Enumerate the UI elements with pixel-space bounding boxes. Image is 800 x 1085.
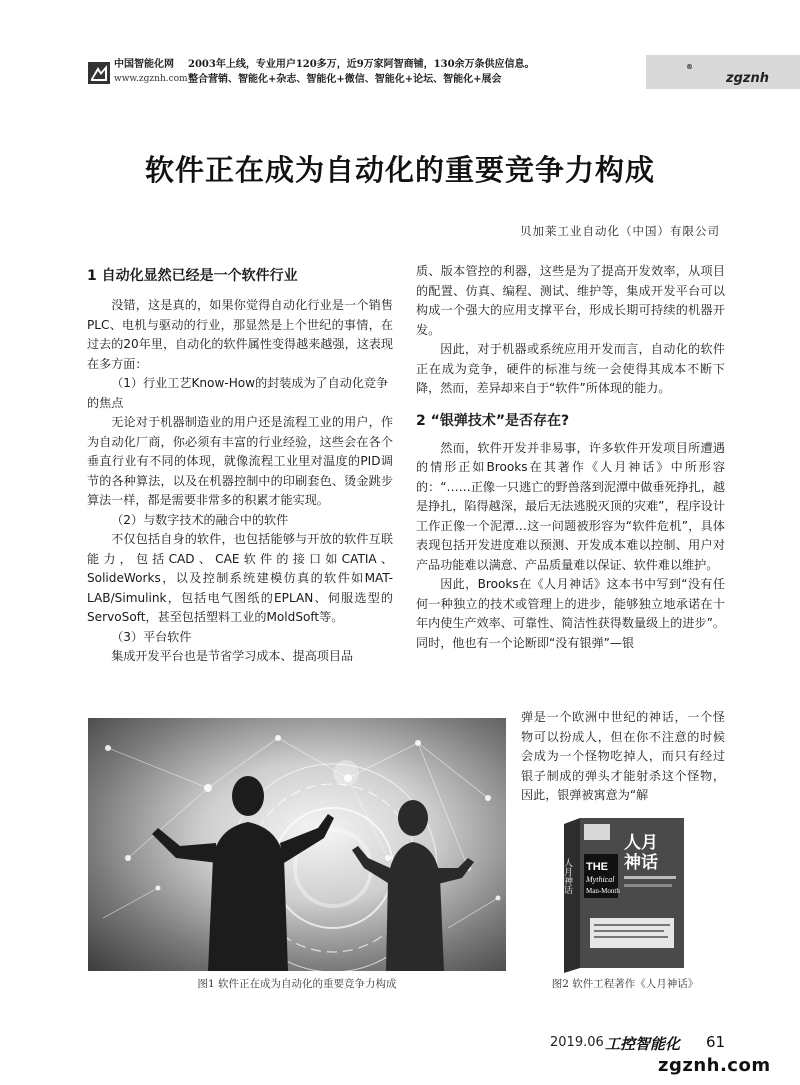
section-heading-1: 1 自动化显然已经是一个软件行业 <box>87 268 298 284</box>
page-header <box>0 0 800 112</box>
paragraph: 然而，软件开发并非易事，许多软件开发项目所遭遇的情形正如Brooks在其著作《人月神话》中所形容的：“……正像一只逃亡的野兽落到泥潭中做垂死挣扎，越是挣扎，陷得越深，最后无法逃脱灭顶的灾难”，程序设计工作正像一个泥潭…这一问题被形容为“软件危机”，具体表现包括开发进度难以预测、开发成本难以控制、用户对产品功能难以满意、产品质量难以保证、软件难以维护。 <box>416 440 725 572</box>
paragraph: 质、版本管控的利器，这些是为了提高开发效率，从项目的配置、仿真、编程、测试、维护等，集成开发平台可以构成一个强大的应用支撑平台，形成长期可持续的机器开发。 <box>416 264 725 337</box>
network-illustration <box>88 718 506 971</box>
paragraph: 无论对于机器制造业的用户还是流程工业的用户，作为自动化厂商，你必须有丰富的行业经验，这些会在各个垂直行业有不同的体现，就像流程工业里对温度的PID调节的各种算法，以及在机器控制中的印刷套色、烫金跳步算法一样，都是需要非常多的积累才能实现。 <box>87 415 393 507</box>
header-services: 整合营销、智能化+杂志、智能化+微信、智能化+论坛、智能化+展会 <box>188 74 502 85</box>
book-spine: 人月神话 <box>562 858 572 894</box>
paragraph: 不仅包括自身的软件，也包括能够与开放的软件互联能力，包括CAD、CAE软件的接口如CATIA、SolideWorks，以及控制系统建模仿真的软件如MAT-LAB/Simulink，包括电气图纸的EPLAN、伺服选型的ServoSoft，甚至包括塑料工业的MoldSoft等。 <box>87 532 393 624</box>
page-number: 61 <box>706 1033 726 1051</box>
figure-1-image <box>88 718 506 971</box>
article-title: 软件正在成为自动化的重要竞争力构成 <box>144 153 655 187</box>
book-title-en2: Mythical <box>586 875 615 884</box>
book-title: 人月 <box>624 833 658 853</box>
book-title-en1: THE <box>586 861 608 873</box>
list-item: （3）平台软件 <box>111 629 192 644</box>
header-tab-label: zgznh <box>726 71 769 86</box>
zgznh-logo-icon <box>88 62 110 84</box>
article-author: 贝加莱工业自动化（中国）有限公司 <box>520 224 720 238</box>
paragraph: 因此，对于机器或系统应用开发而言，自动化的软件正在成为竞争，硬件的标准与统一会使得其成本不断下降，然而，差异却来自于“软件”所体现的能力。 <box>416 342 725 395</box>
svg-text:神话: 神话 <box>624 853 658 873</box>
book-cover-illustration <box>558 818 688 973</box>
registered-mark: ® <box>686 63 693 71</box>
footer-site[interactable]: zgznh.com <box>658 1055 771 1076</box>
header-brand: 中国智能化网 <box>114 59 174 70</box>
figure-1-caption: 图1 软件正在成为自动化的重要竞争力构成 <box>197 978 397 990</box>
paragraph: 没错，这是真的，如果你觉得自动化行业是一个销售PLC、电机与驱动的行业，那显然是上个世纪的事情，在过去的20年里，自动化的软件属性变得越来越强，这表现在多方面： <box>87 298 393 371</box>
issue-date: 2019.06 <box>550 1035 604 1050</box>
header-intro: 2003年上线，专业用户120多万，近9万家阿智商铺，130余万条供应信息。 <box>188 59 535 70</box>
magazine-name: 工控智能化 <box>605 1035 681 1053</box>
section-heading-2: 2 “银弹技术”是否存在? <box>416 412 570 429</box>
list-item: （1）行业工艺Know-How的封装成为了自动化竞争的焦点 <box>87 376 389 410</box>
list-item: （2）与数字技术的融合中的软件 <box>111 512 289 527</box>
left-column <box>87 262 393 667</box>
figure-2-caption: 图2 软件工程著作《人月神话》 <box>551 978 699 990</box>
paragraph: 集成开发平台也是节省学习成本、提高项目品 <box>111 649 354 663</box>
header-tab <box>646 55 800 89</box>
paragraph-wrap: 弹是一个欧洲中世纪的神话，一个怪物可以扮成人，但在你不注意的时候会成为一个怪物吃掉人，而只有经过银子制成的弹头才能射杀这个怪物，因此，银弹被寓意为“解 <box>521 710 725 802</box>
header-url[interactable]: www.zgznh.com <box>114 74 188 84</box>
paragraph: 因此，Brooks在《人月神话》这本书中写到“没有任何一种独立的技术或管理上的进步，能够独立地承诺在十年内使生产效率、可靠性、简洁性获得数量级上的进步”。同时，他也有一个论断即“没有银弹”—银 <box>416 577 725 650</box>
figure-2-image <box>558 818 688 973</box>
right-column <box>416 262 725 653</box>
book-title-en3: Man-Month <box>586 887 620 895</box>
